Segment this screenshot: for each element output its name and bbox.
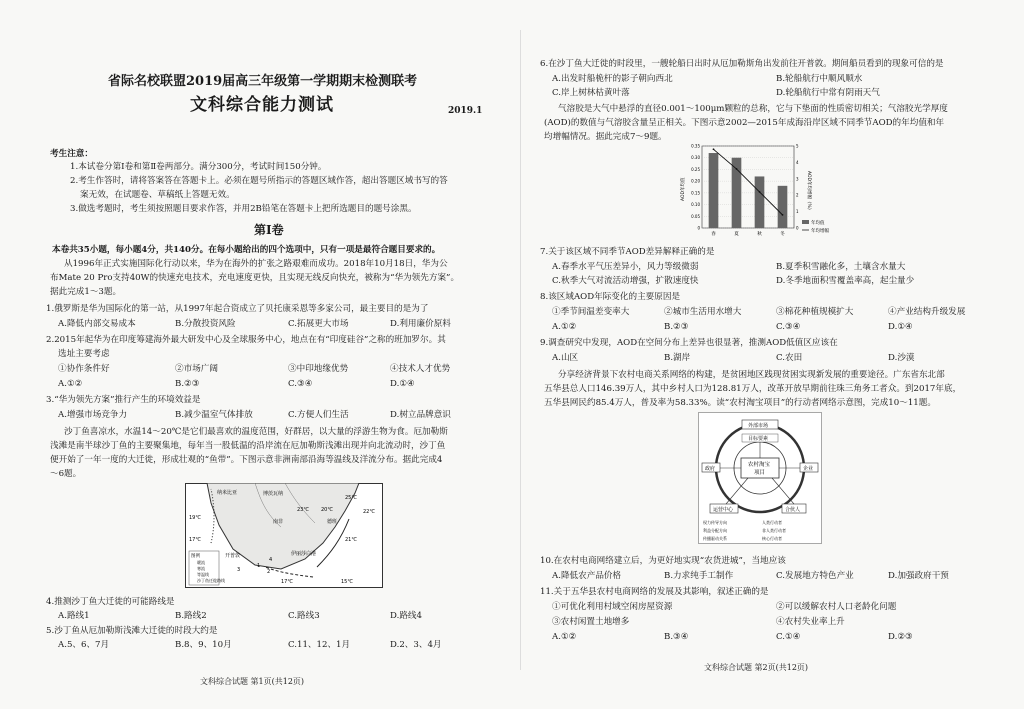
legend-swatch-bar [802,220,809,224]
chart-bar-冬 [778,186,788,228]
map-temp-15: 15℃ [341,579,353,585]
map-label-capetown: 开普敦 [225,553,241,559]
q2-item-2: ②市场广阔 [175,364,218,374]
map-legend-cold: 寒流 [197,566,205,571]
q8-item-2: ②城市生活用水增大 [664,307,742,317]
q2-item-3: ③中印地缘优势 [288,364,349,374]
node-taobao-label: 农村淘宝 [748,462,771,468]
q8-item-4: ④产业结构升级发展 [888,307,966,317]
node-operations-label: 运营中心 [713,507,734,513]
map-legend-warm: 暖流 [197,560,205,565]
chart-tick-right: 3 [796,176,799,182]
notice-line-3: 案无效，在试题卷、草稿纸上答题无效。 [80,190,235,200]
q2-item-4: ④技术人才优势 [390,364,451,374]
q6-option-a[interactable]: A.出发时船桅杆的影子朝向西北 [552,74,673,84]
chart-tick-left: 0.25 [691,166,700,172]
q10-option-c[interactable]: C.发展地方特色产业 [776,571,854,581]
chart-tick-left: 0.15 [691,190,700,196]
q11-item-3: ③农村闲置土地增多 [552,617,630,627]
page-footer-right: 文科综合试题 第2页(共12页) [704,663,809,672]
chart-ylabel-left: AOD年均值 [681,177,686,201]
node-external-market-label: 外部市场 [748,423,769,429]
q7-option-a[interactable]: A.春季水平气压差异小，风力等级微弱 [552,262,699,272]
chart-tick-right: 5 [796,143,799,149]
q1-option-c[interactable]: C.拓展更大市场 [288,319,349,329]
passage2-line-3: 便开始了一年一度的大迁徙，形成壮观的“鱼带”。下图示意非洲南部沿海等温线及洋流分布。据此完成4 [50,455,443,465]
question-1: 1.俄罗斯是华为国际化的第一站，从1997年起合资成立了贝托康采恩等多家公司，最主要目的是为了 [46,304,429,314]
section-title: 第Ⅰ卷 [254,223,284,237]
q5-option-b[interactable]: B.8、9、10月 [175,640,232,650]
chart-category-label: 秋 [757,232,762,237]
network-legend-3: 利益分配方向 [703,528,727,533]
chart-point-growth [759,191,761,193]
map-legend-title: 图例 [191,554,200,559]
q6-option-d[interactable]: D.轮船航行中常有阴雨天气 [776,88,880,98]
route-1: 1 [257,563,261,569]
node-partner-label: 合伙人 [785,507,801,513]
chart-tick-left: 0.30 [691,155,700,161]
exam-title: 文科综合能力测试 [190,95,334,115]
map-temp-19: 19℃ [189,515,201,521]
q6-option-c[interactable]: C.岸上树林枯黄叶落 [552,88,630,98]
node-enterprise-label: 企业 [803,466,814,472]
map-legend-isotherm: 等温线 [197,572,209,577]
q6-option-b[interactable]: B.轮船航行中顺风顺水 [776,74,863,84]
question-9: 9.调查研究中发现，AOD在空间分布上差异也很显著，推测AOD低值区应该在 [540,338,838,348]
node-project-label: 项目 [754,470,766,476]
chart-tick-left: 0 [697,225,700,231]
q5-option-a[interactable]: A.5、6、7月 [58,640,110,650]
question-5: 5.沙丁鱼从厄加勒斯浅滩大迁徙的时段大约是 [46,626,218,636]
chart-category-label: 夏 [734,232,739,237]
notice-line-4: 3.做选考题时，考生须按照题目要求作答，并用2B铅笔在答题卡上把所选题目的题号涂黑。 [70,204,417,214]
route-3: 3 [237,567,241,573]
q10-option-b[interactable]: B.力求纯手工制作 [664,571,734,581]
q2-option-a[interactable]: A.①② [58,379,83,389]
q10-option-a[interactable]: A.降低农产品价格 [552,571,622,581]
q9-option-c[interactable]: C.农田 [776,353,803,363]
question-2-cont: 选址主要考虑 [58,349,110,359]
right-column [536,0,996,709]
network-legend-6: 核心行动者 [762,536,782,541]
node-target-elements-label: 目标要素 [748,436,769,442]
passage3-line-1: 气溶胶是大气中悬浮的直径0.001～100μm颗粒的总称，它与下垫面的性质密切相关；气溶胶光学厚度 [558,104,948,114]
q9-option-a[interactable]: A.山区 [552,353,579,363]
notice-line-2: 2.考生作答时，请将答案答在答题卡上。必须在题号所指示的答题区域作答，超出答题区域书写的答 [70,176,448,186]
q8-item-3: ③棉花种植规模扩大 [776,307,854,317]
q8-option-c[interactable]: C.③④ [776,322,801,332]
q7-option-d[interactable]: D.冬季地面积雪覆盖率高，起尘量少 [776,276,915,286]
network-legend-2: 人类行动者 [762,520,782,525]
q3-option-a[interactable]: A.增强市场竞争力 [58,410,128,420]
chart-ylabel-right: AOD年均增幅（%） [806,171,811,213]
passage2-line-1: 沙丁鱼喜凉水，水温14～20℃是它们最喜欢的温度范围，好群居，以大量的浮游生物为食。厄加勒斯 [64,427,448,437]
map-temp-17a: 17℃ [189,537,201,543]
map-label-south-africa: 南非 [273,519,284,525]
chart-tick-right: 4 [796,159,799,165]
q11-item-4: ④农村失业率上升 [776,617,845,627]
q11-item-2: ②可以缓解农村人口老龄化问题 [776,602,897,612]
network-legend-5: 传播驱动关系 [703,536,727,541]
network-legend-4: 非人类行动者 [762,528,786,533]
q11-item-1: ①可优化利用村域空闲房屋资源 [552,602,673,612]
left-column [40,0,512,709]
q7-option-c[interactable]: C.秋季大气对流活动增强，扩散速度快 [552,276,699,286]
question-7: 7.关于该区域不同季节AOD差异解释正确的是 [540,247,715,257]
chart-bar-春 [709,153,719,228]
q5-option-c[interactable]: C.11、12、1月 [288,640,351,650]
chart-marks [709,148,788,237]
q2-item-1: ①协作条件好 [58,364,110,374]
question-3: 3.“华为领先方案”推行产生的环境效益是 [46,395,201,405]
question-4: 4.推测沙丁鱼大迁徙的可能路线是 [46,597,175,607]
notice-line-1: 1.本试卷分第Ⅰ卷和第Ⅱ卷两部分。满分300分，考试时间150分钟。 [70,162,327,172]
question-6: 6.在沙丁鱼大迁徙的时段里，一艘轮船日出时从厄加勒斯角出发前往开普敦。期间船员看到的现象可信的是 [540,59,944,69]
q11-option-b[interactable]: B.③④ [664,632,689,642]
node-government-label: 政府 [705,466,716,472]
passage2-line-2: 浅滩是南半球沙丁鱼的主要聚集地，每年当一股低温的沿岸流在厄加勒斯浅滩出现并向北流动时，沙丁鱼 [50,441,446,451]
q9-option-d[interactable]: D.沙漠 [888,353,915,363]
chart-category-label: 冬 [780,232,785,237]
chart-point-growth [713,148,715,150]
map-temp-17b: 17℃ [281,579,293,585]
map-temp-22: 22℃ [363,509,375,515]
passage4-line-2: 五华县总人口146.39万人，其中乡村人口为128.81万人，改革开放早期前往珠三角务工者众。到2017年底， [544,384,962,394]
notice-title: 考生注意： [50,149,93,159]
q5-option-d[interactable]: D.2、3、4月 [390,640,442,650]
passage2-line-4: ～6题。 [50,469,82,479]
question-11: 11.关于五华县农村电商网络的发展及其影响，叙述正确的是 [540,587,769,597]
map-label-durban: 德班 [327,519,338,525]
legend-label-line: 年均增幅 [811,229,829,234]
q2-option-d[interactable]: D.①④ [390,379,415,389]
map-temp-25: 25℃ [345,495,357,501]
q3-option-b[interactable]: B.减少温室气体排放 [175,410,253,420]
q8-option-d[interactable]: D.①④ [888,322,913,332]
map-label-namibia: 纳米比亚 [217,490,238,496]
q1-option-d[interactable]: D.利用廉价原料 [390,319,451,329]
q1-option-a[interactable]: A.降低内部交易成本 [58,319,136,329]
q4-option-d[interactable]: D.路线4 [390,611,422,621]
q9-option-b[interactable]: B.湖岸 [664,353,691,363]
chart-category-label: 春 [711,232,716,237]
question-8: 8.该区域AOD年际变化的主要原因是 [540,292,681,302]
q4-option-a[interactable]: A.路线1 [58,611,90,621]
chart-tick-right: 1 [796,209,799,215]
passage4-line-1: 分享经济背景下农村电商关系网络的构建，是贫困地区践现贫困实现新发展的重要途径。广东省东北部 [558,370,945,380]
page-footer-left: 文科综合试题 第1页(共12页) [200,677,305,686]
map-temp-23: 23℃ [297,507,309,513]
column-divider [520,30,521,670]
map-legend-route: 沙丁鱼迁徙路线 [197,578,225,583]
chart-tick-left: 0.35 [691,143,700,149]
network-legend-1: 权力传导方向 [703,520,727,525]
exam-date: 2019.1 [448,106,483,116]
map-temp-21: 21℃ [345,537,357,543]
q3-option-c[interactable]: C.方便人们生活 [288,410,349,420]
q3-option-d[interactable]: D.树立品牌意识 [390,410,451,420]
chart-point-growth [782,214,784,216]
map-label-botswana: 博茨瓦纳 [263,491,284,497]
chart-tick-right: 2 [796,192,799,198]
passage1-line-3: 据此完成1～3题。 [50,287,122,297]
q11-option-d[interactable]: D.②③ [888,632,913,642]
passage1-line-2: 布Mate 20 Pro支持40W的快速充电技术，充电速度更快，且实现无线反向快充，被称为“华为领先方案”。 [50,273,460,283]
chart-tick-right: 0 [796,225,799,231]
chart-tick-left: 0.20 [691,178,700,184]
passage3-line-3: 均增幅情况。据此完成7～9题。 [544,132,667,142]
aod-chart [676,140,836,242]
exam-header: 省际名校联盟2019届高三年级第一学期期末检测联考 [108,74,418,89]
chart-tick-left: 0.05 [691,213,700,219]
passage3-line-2: (AOD)的数值与气溶胶含量呈正相关。下图示意2002—2015年成海沿岸区域不同季节AOD的年均值和年 [544,118,945,128]
q4-option-b[interactable]: B.路线2 [175,611,207,621]
q11-option-c[interactable]: C.①④ [776,632,801,642]
q4-option-c[interactable]: C.路线3 [288,611,320,621]
q2-option-b[interactable]: B.②③ [175,379,200,389]
route-2: 2 [267,569,271,575]
chart-tick-left: 0.10 [691,202,700,208]
map-temp-20: 20℃ [321,507,333,513]
q8-item-1: ①季节间温差变率大 [552,307,630,317]
q11-option-a[interactable]: A.①② [552,632,577,642]
q1-option-b[interactable]: B.分散投资风险 [175,319,236,329]
q10-option-d[interactable]: D.加强政府干预 [888,571,949,581]
q7-option-b[interactable]: B.夏季积雪融化多，土壤含水量大 [776,262,906,272]
q2-option-c[interactable]: C.③④ [288,379,313,389]
passage1-line-1: 从1996年正式实施国际化行动以来，华为在海外的扩张之路艰难而成功。2018年10月18日，华为公 [64,259,448,269]
q8-option-a[interactable]: A.①② [552,322,577,332]
chart-bar-秋 [755,176,765,228]
question-2: 2.2015年起华为在印度筹建海外最大研发中心及全球服务中心，地点在有“印度硅谷”之称的班加罗尔。其 [46,335,446,345]
route-4: 4 [269,557,273,563]
passage4-line-3: 五华县网民约85.4万人，普及率为58.33%。读“农村淘宝项目”的行动者网络示意图，完成10～11题。 [544,398,936,408]
chart-legend [802,219,829,234]
section-intro: 本卷共35小题，每小题4分，共140分。在每小题给出的四个选项中，只有一项是最符合题目要求的。 [52,245,441,255]
legend-label-bar: 年均值 [811,221,825,226]
question-10: 10.在农村电商网络建立后，为更好地实现“农货进城”，当地应该 [540,556,786,566]
map-label-port-elizabeth: 伊丽莎白港 [291,551,317,557]
network-diagram [698,412,822,544]
chart-line-growth [714,149,783,215]
chart-point-growth [736,168,738,170]
sardine-map [185,483,383,588]
q8-option-b[interactable]: B.②③ [664,322,689,332]
